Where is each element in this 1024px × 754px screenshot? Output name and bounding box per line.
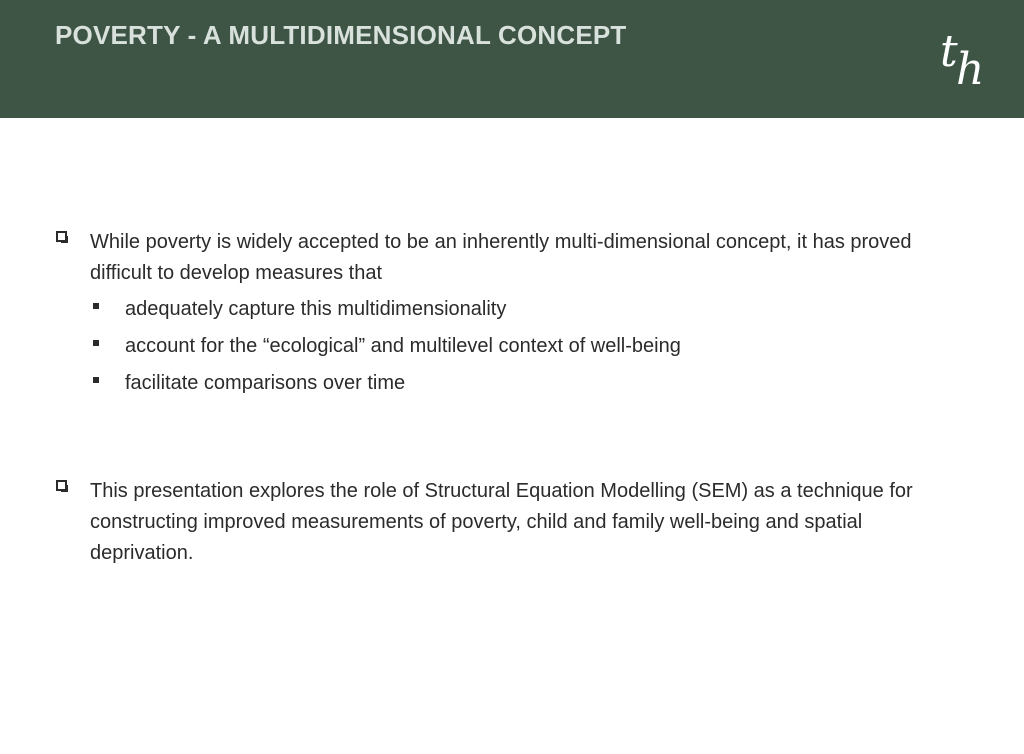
svg-text:t: t [940, 26, 958, 77]
sub-bullet-list [90, 292, 950, 403]
square-bullet-icon [93, 377, 99, 383]
sub-bullet-text: facilitate comparisons over time [125, 372, 406, 394]
slide-title: POVERTY - A MULTIDIMENSIONAL CONCEPT [55, 20, 627, 50]
sub-bullet-text: adequately capture this multidimensionality [125, 298, 507, 320]
bullet-text: While poverty is widely accepted to be an inherently multi-dimensional concept, it has proved difficult to develop measures that [90, 231, 912, 284]
sub-bullet-item [90, 292, 950, 329]
checkbox-bullet-icon [56, 231, 67, 242]
bullet-text: This presentation explores the role of Structural Equation Modelling (SEM) as a technique for constructing improved measurements of poverty, child and family well-being and spatial deprivation. [90, 480, 913, 564]
bullet-item [56, 227, 956, 289]
square-bullet-icon [93, 303, 99, 309]
sub-bullet-item [90, 329, 950, 366]
bullet-item [56, 476, 956, 569]
svg-text:h: h [956, 44, 985, 92]
checkbox-bullet-icon [56, 480, 67, 491]
sub-bullet-text: account for the “ecological” and multilevel context of well-being [125, 335, 681, 357]
sub-bullet-item [90, 366, 950, 403]
square-bullet-icon [93, 340, 99, 346]
